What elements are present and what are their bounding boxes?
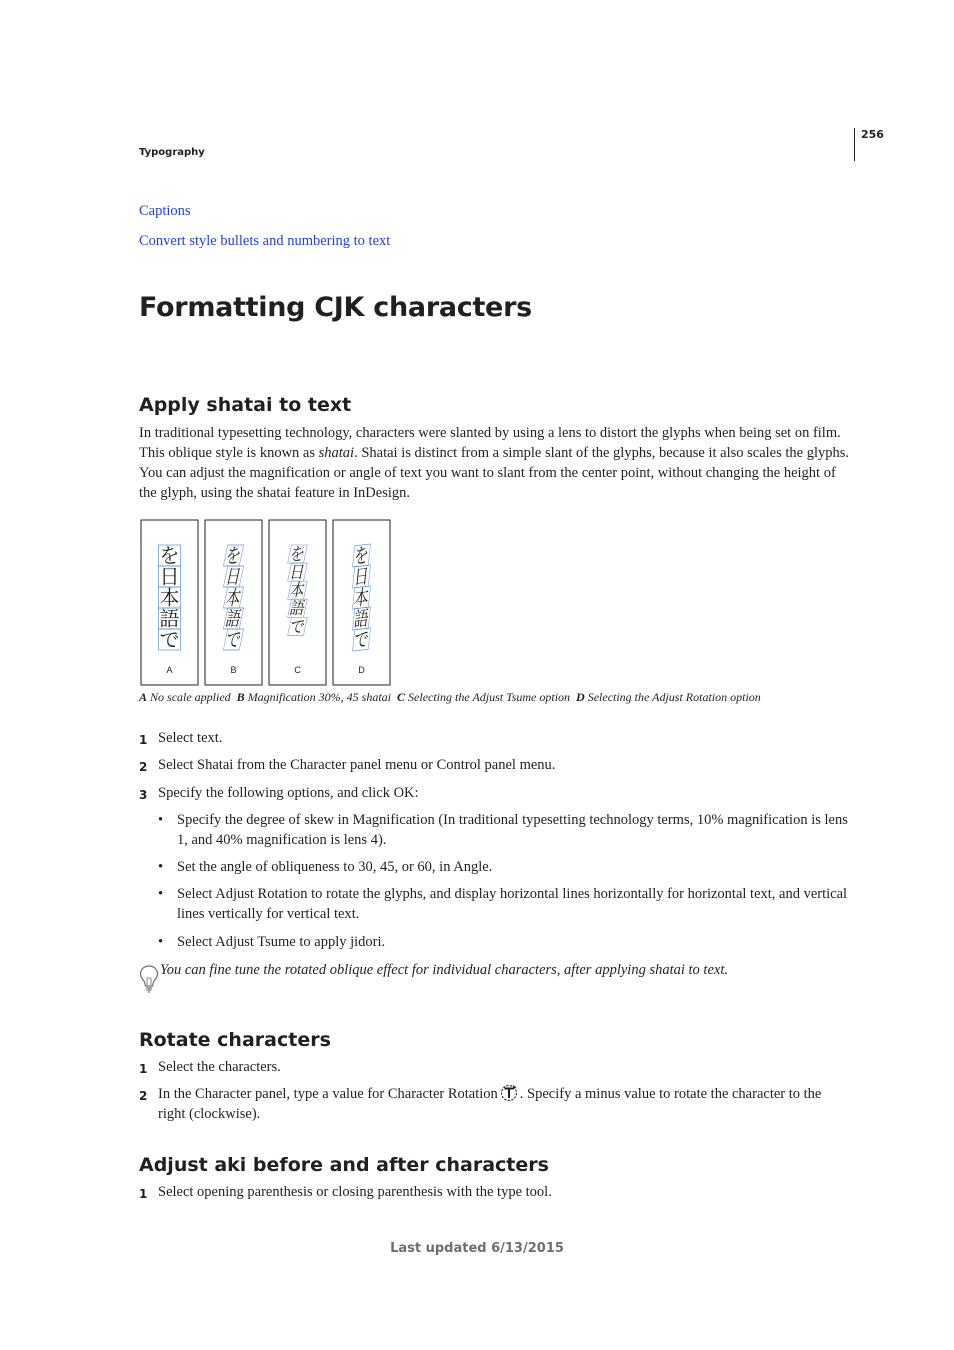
caption-text-d: Selecting the Adjust Rotation option (587, 690, 761, 704)
panel-label: B (230, 665, 237, 675)
footer-last-updated: Last updated 6/13/2015 (390, 1241, 564, 1256)
figure-panel-b (205, 520, 262, 685)
step-number: 2 (139, 1089, 148, 1103)
step-text: Select Shatai from the Character panel menu or Control panel menu. (158, 757, 556, 773)
step-number: 3 (139, 788, 148, 802)
panel-label: A (166, 665, 173, 675)
rotate-step-1 (139, 1057, 851, 1077)
glyph-char: で (223, 629, 243, 653)
caption-letter-b: B (236, 690, 245, 704)
step-text-part-a: In the Character panel, type a value for Character Rotation (158, 1086, 498, 1102)
heading-apply-shatai: Apply shatai to text (139, 394, 352, 416)
glyph-char: 日 (352, 565, 370, 591)
option-bullet-adjust-tsume (158, 932, 850, 952)
glyph-char: 語 (288, 598, 307, 619)
header-rule (854, 128, 855, 161)
glyph-char: 本 (288, 580, 307, 601)
bullet-dot: • (158, 859, 164, 875)
caption-letter-d: D (576, 690, 585, 704)
shatai-step-2 (139, 755, 851, 775)
glyph-char: で (288, 616, 307, 637)
figure-panel-d (333, 520, 390, 685)
option-bullet-adjust-rotation (158, 884, 850, 924)
glyph-char: を (288, 543, 307, 565)
tip-text: You can fine tune the rotated oblique effect for individual characters, after applying shatai to text. (160, 962, 728, 978)
caption-text-b: Magnification 30%, 45 shatai (247, 690, 392, 704)
intro-part-a: In traditional typesetting technology, characters were slanted by using a lens to distort the glyphs when being set on film. This oblique style is known as (139, 425, 841, 461)
glyph-char: で (352, 628, 370, 654)
glyph-char: 本 (223, 587, 243, 611)
glyph-char: 語 (223, 608, 243, 632)
glyph-char: 日 (288, 562, 307, 583)
page-number: 256 (861, 128, 884, 141)
step-text: Specify the following options, and click OK: (158, 785, 419, 801)
shatai-step-1 (139, 728, 851, 748)
glyph-char: を (352, 544, 370, 570)
panel-label: D (358, 665, 365, 675)
glyph-cell (159, 628, 181, 652)
step-number: 2 (139, 760, 148, 774)
option-bullet-angle (158, 857, 850, 877)
page-title: Formatting CJK characters (139, 292, 532, 323)
glyph-char: を (159, 543, 180, 568)
step-number: 1 (139, 733, 148, 747)
glyph-cell (352, 628, 370, 653)
link-convert-style-bullets[interactable]: Convert style bullets and numbering to text (139, 233, 391, 249)
intro-term-shatai: shatai (318, 445, 355, 461)
bullet-dot: • (158, 934, 164, 950)
glyph-char: で (159, 627, 180, 652)
glyph-char: 語 (159, 606, 180, 631)
glyph-char: 日 (223, 566, 243, 590)
heading-rotate-characters: Rotate characters (139, 1029, 331, 1051)
step-number: 1 (139, 1187, 148, 1201)
glyph-char: 本 (159, 585, 180, 610)
heading-adjust-aki: Adjust aki before and after characters (139, 1154, 549, 1176)
bullet-text: Select Adjust Rotation to rotate the glyphs, and display horizontal lines horizontally for horizontal text, and vertical lines vertically for vertical text. (177, 886, 848, 922)
caption-letter-c: C (397, 690, 406, 704)
bullet-text: Select Adjust Tsume to apply jidori. (177, 934, 386, 950)
step-text: Select the characters. (158, 1059, 281, 1075)
figure-panel-a (141, 520, 198, 685)
panel-label: C (294, 665, 301, 675)
caption-text-a: No scale applied (150, 690, 231, 704)
shatai-intro (139, 423, 851, 503)
step-text: Select opening parenthesis or closing parenthesis with the type tool. (158, 1184, 552, 1200)
link-captions[interactable]: Captions (139, 203, 191, 219)
step-text: Select text. (158, 730, 223, 746)
bullet-dot: • (158, 886, 164, 902)
glyph-char: 語 (352, 607, 370, 633)
bullet-text: Specify the degree of skew in Magnification (In traditional typesetting technology terms, 10% magnification is lens 1, and 40% magnification is lens 4). (177, 812, 848, 848)
figure-caption (139, 690, 761, 705)
bullet-dot: • (158, 812, 164, 828)
step-number: 1 (139, 1062, 148, 1076)
caption-letter-a: A (139, 690, 148, 704)
glyph-char: を (223, 545, 243, 569)
glyph-char: 本 (352, 586, 370, 612)
shatai-step-3 (139, 783, 851, 803)
lightbulb-tip-icon (139, 964, 159, 994)
step-text-part-b: . Specify a minus value to rotate the character to the right (clockwise). (158, 1086, 822, 1122)
step-text (158, 1084, 851, 1124)
aki-step-1 (139, 1182, 851, 1202)
figure-panel-c (269, 520, 326, 685)
caption-text-c: Selecting the Adjust Tsume option (408, 690, 571, 704)
running-head: Typography (139, 147, 205, 158)
character-rotation-icon (500, 1084, 518, 1102)
glyph-char: 日 (159, 564, 180, 589)
rotate-step-2 (139, 1084, 851, 1124)
bullet-text: Set the angle of obliqueness to 30, 45, or 60, in Angle. (177, 859, 493, 875)
intro-part-b: . Shatai is distinct from a simple slant of the glyphs, because it also scales the glyphs. You can adjust the magnification or angle of text you want to slant from the center point, without changing the height of the glyph, using the shatai feature in InDesign. (139, 445, 850, 501)
option-bullet-magnification (158, 810, 850, 850)
shatai-figure (140, 519, 394, 686)
